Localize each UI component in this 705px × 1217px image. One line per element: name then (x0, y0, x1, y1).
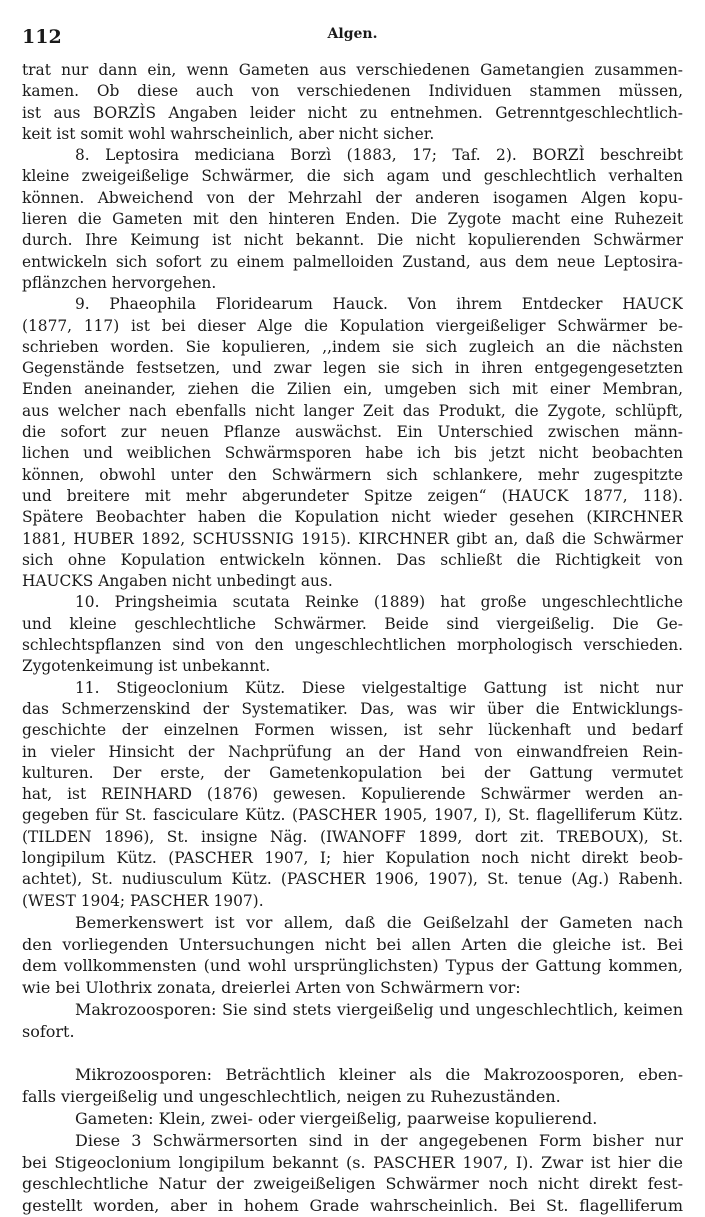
text-line: schrieben worden. Sie kopulieren, ,,indem sie sich zugleich an die nächsten (22, 337, 683, 356)
text-line: ist aus BORZÌS Angaben leider nicht zu entnehmen. Getrenntgeschlechtlich- (22, 103, 683, 122)
text-line: gestellt worden, aber in hohem Grade wahrscheinlich. Bei St. flagelliferum (22, 1196, 683, 1216)
text-line: lichen und weiblichen Schwärmsporen habe ich bis jetzt nicht beobachten (22, 444, 683, 463)
text-line: Gameten: Klein, zwei- oder viergeißelig, paarweise kopulierend. (75, 1109, 598, 1129)
text-line: das Schmerzenskind der Systematiker. Das, was wir über die Entwicklungs- (22, 699, 683, 718)
text-line: wie bei Ulothrix zonata, dreierlei Arten von Schwärmern vor: (22, 978, 521, 998)
text-line: 9. Phaeophila Floridearum Hauck. Von ihrem Entdecker HAUCK (75, 295, 683, 314)
text-line: und breitere mit mehr abgerundeter Spitze zeigen“ (HAUCK 1877, 118). (22, 486, 683, 505)
text-line: 8. Leptosira mediciana Borzì (1883, 17; Taf. 2). BORZÌ beschreibt (75, 146, 683, 165)
text-line: (WEST 1904; PASCHER 1907). (22, 891, 264, 910)
text-line: geschlechtliche Natur der zweigeißeligen Schwärmer noch nicht direkt fest- (22, 1174, 683, 1194)
text-line: die sofort zur neuen Pflanze auswächst. Ein Unterschied zwischen männ- (22, 423, 683, 442)
text-line: schlechtspflanzen sind von den ungeschlechtlichen morphologisch verschieden. (22, 636, 683, 655)
page-header (20, 26, 685, 50)
text-line: den vorliegenden Untersuchungen nicht bei allen Arten die gleiche ist. Bei (22, 934, 683, 954)
text-line: (1877, 117) ist bei dieser Alge die Kopulation viergeißeliger Schwärmer be- (22, 316, 683, 335)
text-line: HAUCKS Angaben nicht unbedingt aus. (22, 572, 333, 591)
text-line: keit ist somit wohl wahrscheinlich, aber nicht sicher. (22, 124, 435, 143)
text-line: bei Stigeoclonium longipilum bekannt (s. PASCHER 1907, I). Zwar ist hier die (22, 1152, 683, 1172)
text-line: achtet), St. nudiusculum Kütz. (PASCHER 1906, 1907), St. tenue (Ag.) Rabenh. (22, 870, 683, 889)
text-line: sich ohne Kopulation entwickeln können. Das schließt die Richtigkeit von (22, 550, 683, 569)
running-title: Algen. (327, 26, 378, 42)
text-line: aus welcher nach ebenfalls nicht langer Zeit das Produkt, die Zygote, schlüpft, (22, 401, 683, 420)
text-line: und kleine geschlechtliche Schwärmer. Beide sind viergeißelig. Die Ge- (22, 614, 683, 633)
text-line: können. Abweichend von der Mehrzahl der anderen isogamen Algen kopu- (22, 188, 683, 207)
text-line: kamen. Ob diese auch von verschiedenen Individuen stammen müssen, (22, 82, 683, 101)
text-line: lieren die Gameten mit den hinteren Enden. Die Zygote macht eine Ruhezeit (22, 210, 683, 229)
body-text (22, 60, 683, 1217)
text-line: in vieler Hinsicht der Nachprüfung an der Hand von einwandfreien Rein- (22, 742, 683, 761)
text-line: können, obwohl unter den Schwärmern sich schlankere, mehr zugespitzte (22, 465, 683, 484)
text-line: falls viergeißelig und ungeschlechtlich, neigen zu Ruhezuständen. (22, 1087, 561, 1107)
text-line: durch. Ihre Keimung ist nicht bekannt. Die nicht kopulierenden Schwärmer (22, 231, 683, 250)
text-line: 11. Stigeoclonium Kütz. Diese vielgestaltige Gattung ist nicht nur (75, 678, 683, 697)
text-line: 1881, HUBER 1892, SCHUSSNIG 1915). KIRCHNER gibt an, daß die Schwärmer (22, 529, 683, 548)
text-line: longipilum Kütz. (PASCHER 1907, I; hier Kopulation noch nicht direkt beob- (22, 848, 683, 867)
text-line: 10. Pringsheimia scutata Reinke (1889) hat große ungeschlechtliche (75, 593, 683, 612)
text-line: gegeben für St. fasciculare Kütz. (PASCHER 1905, 1907, I), St. flagelliferum Kütz. (22, 806, 683, 825)
text-line: geschichte der einzelnen Formen wissen, ist sehr lückenhaft und bedarf (22, 721, 683, 740)
text-line: Spätere Beobachter haben die Kopulation nicht wieder gesehen (KIRCHNER (22, 508, 683, 527)
text-line: pflänzchen hervorgehen. (22, 273, 217, 292)
text-line: hat, ist REINHARD (1876) gewesen. Kopulierende Schwärmer werden an- (22, 785, 683, 804)
text-line: Diese 3 Schwärmersorten sind in der angegebenen Form bisher nur (75, 1130, 683, 1150)
text-line: trat nur dann ein, wenn Gameten aus verschiedenen Gametangien zusammen- (22, 61, 683, 79)
text-line: Bemerkenswert ist vor allem, daß die Geißelzahl der Gameten nach (75, 912, 683, 932)
text-line: dem vollkommensten (und wohl ursprünglichsten) Typus der Gattung kommen, (22, 956, 683, 976)
text-line (22, 1043, 683, 1065)
text-line: Zygotenkeimung ist unbekannt. (22, 657, 271, 676)
text-line: Mikrozoosporen: Beträchtlich kleiner als die Makrozoosporen, eben- (75, 1065, 683, 1085)
text-line: kleine zweigeißelige Schwärmer, die sich agam und geschlechtlich verhalten (22, 167, 683, 186)
text-line: kulturen. Der erste, der Gametenkopulation bei der Gattung vermutet (22, 763, 683, 782)
text-line: entwickeln sich sofort zu einem palmelloiden Zustand, aus dem neue Leptosira- (22, 252, 683, 271)
text-line: Gegenstände festsetzen, und zwar legen sie sich in ihren entgegengesetzten (22, 359, 683, 378)
page-number: 112 (22, 26, 62, 48)
text-line: Enden aneinander, ziehen die Zilien ein, umgeben sich mit einer Membran, (22, 380, 683, 399)
text-line: sofort. (22, 1021, 75, 1041)
text-line: Makrozoosporen: Sie sind stets viergeißelig und ungeschlechtlich, keimen (75, 1000, 683, 1020)
text-line: (TILDEN 1896), St. insigne Näg. (IWANOFF 1899, dort zit. TREBOUX), St. (22, 827, 683, 846)
